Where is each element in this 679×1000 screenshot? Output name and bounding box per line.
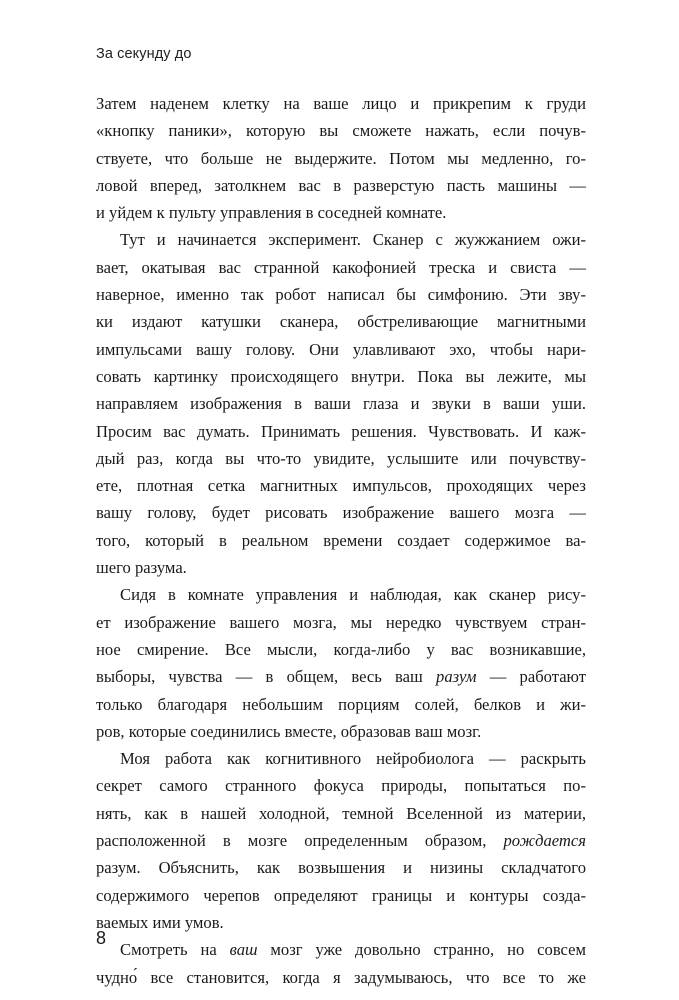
text-line: ет изображение вашего мозга, мы нередко чувствуем стран- xyxy=(96,612,586,632)
text-line: «кнопку паники», которую вы сможете нажать, если почув- xyxy=(96,121,586,141)
text-line: разум. Объяснить, как возвышения и низины складчатого xyxy=(96,858,586,878)
text-line: Просим вас думать. Принимать решения. Чувствовать. И каж- xyxy=(96,421,586,441)
paragraph-last-line: ров, которые соединились вместе, образовав ваш мозг. xyxy=(96,721,482,741)
paragraph-last-line: и уйдем к пульту управления в соседней комнате. xyxy=(96,203,447,223)
text-line: ствуете, что больше не выдержите. Потом мы медленно, го- xyxy=(96,148,586,168)
paragraph-last-line: шего разума. xyxy=(96,558,187,578)
text-line: вает, окатывая вас странной какофонией треска и свиста — xyxy=(96,257,586,277)
line-text-before: расположенной в мозге определенным образом, xyxy=(96,831,504,851)
emphasis-word: рождается xyxy=(503,831,586,851)
emphasis-word: ваш xyxy=(229,940,258,960)
text-line: только благодаря небольшим порциям солей, белков и жи- xyxy=(96,694,586,714)
text-line: содержимого черепов определяют границы и контуры созда- xyxy=(96,885,586,905)
page-number: 8 xyxy=(96,928,107,948)
paragraph-first-line: Тут и начинается эксперимент. Сканер с жужжанием ожи- xyxy=(120,230,586,250)
text-line: Затем наденем клетку на ваше лицо и прикрепим к груди xyxy=(96,94,586,113)
paragraph-first-line: Сидя в комнате управления и наблюдая, как сканер рису- xyxy=(120,585,586,605)
text-line-with-emphasis xyxy=(96,827,586,854)
text-line: ки издают катушки сканера, обстреливающие магнитными xyxy=(96,312,586,332)
text-line: вашу голову, будет рисовать изображение вашего мозга — xyxy=(96,503,586,523)
text-line: ное смирение. Все мысли, когда-либо у вас возникавшие, xyxy=(96,639,586,659)
text-line: направляем изображения в ваши глаза и звуки в ваши уши. xyxy=(96,394,586,414)
text-line: чудно́ все становится, когда я задумываюсь, что все то же xyxy=(96,967,586,987)
text-line: наверное, именно так робот написал бы симфонию. Эти зву- xyxy=(96,285,586,305)
text-line: нять, как в нашей холодной, темной Вселенной из материи, xyxy=(96,803,586,823)
text-line: ловой вперед, затолкнем вас в разверстую пасть машины — xyxy=(96,175,586,195)
text-line-with-emphasis xyxy=(96,936,586,963)
line-text-after: — работают xyxy=(476,667,586,687)
text-line: секрет самого странного фокуса природы, попытаться по- xyxy=(96,776,586,796)
text-line: совать картинку происходящего внутри. Пока вы лежите, мы xyxy=(96,366,586,386)
text-line: того, который в реальном времени создает содержимое ва- xyxy=(96,530,586,550)
running-head: За секунду до xyxy=(96,46,192,62)
text-line-with-emphasis xyxy=(96,663,586,690)
text-line: дый раз, когда вы что-то увидите, услышите или почувству- xyxy=(96,448,586,468)
text-line: ете, плотная сетка магнитных импульсов, проходящих через xyxy=(96,476,586,496)
body-text xyxy=(96,90,586,991)
line-text-before: выборы, чувства — в общем, весь ваш xyxy=(96,667,437,687)
paragraph-first-line: Моя работа как когнитивного нейробиолога — раскрыть xyxy=(120,749,586,769)
emphasis-word: разум xyxy=(436,667,477,687)
line-text-before: Смотреть на xyxy=(120,940,230,960)
text-line: импульсами вашу голову. Они улавливают эхо, чтобы нари- xyxy=(96,339,586,359)
line-text-after: мозг уже довольно странно, но совсем xyxy=(257,940,586,960)
paragraph-last-line: ваемых ими умов. xyxy=(96,912,224,932)
